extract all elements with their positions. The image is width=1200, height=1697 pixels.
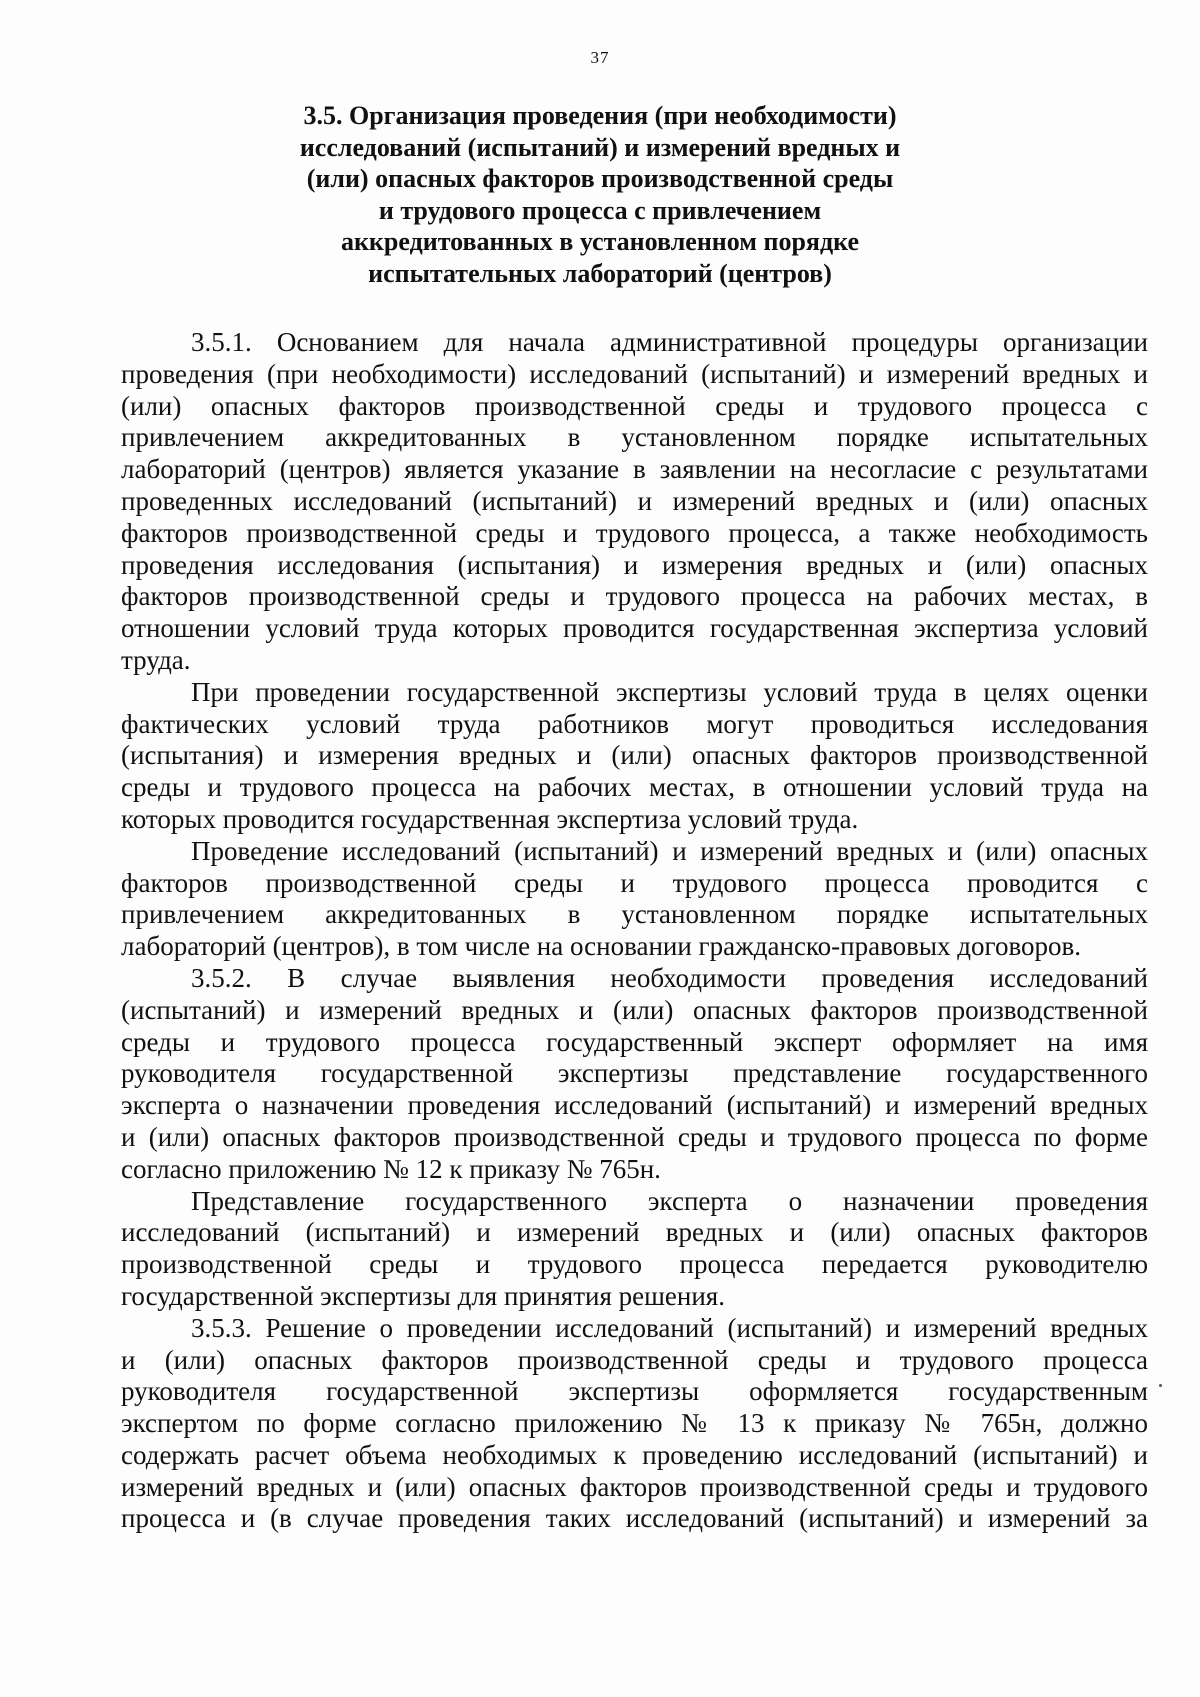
text-line: 3.5.3. Решение о проведении исследований (испытаний) и измерений вредных: [191, 1312, 1148, 1343]
text-line: государственной экспертизы для принятия решения.: [121, 1280, 725, 1311]
text-line: При проведении государственной экспертизы условий труда в целях оценки: [191, 676, 1148, 707]
text-line: факторов производственной среды и трудового процесса, а также необходимость: [121, 517, 1148, 548]
text-line: лабораторий (центров), в том числе на основании гражданско-правовых договоров.: [121, 931, 1082, 962]
text-line: и (или) опасных факторов производственной среды и трудового процесса по форме: [121, 1121, 1148, 1152]
heading-line: исследований (испытаний) и измерений вредных и: [299, 132, 901, 162]
text-line: (испытания) и измерения вредных и (или) опасных факторов производственной: [121, 740, 1148, 771]
heading-line: аккредитованных в установленном порядке: [340, 227, 860, 256]
text-line: исследований (испытаний) и измерений вредных и (или) опасных факторов: [121, 1217, 1148, 1248]
heading-line: и трудового процесса с привлечением: [378, 195, 822, 225]
text-line: 3.5.1. Основанием для начала административной процедуры организации: [191, 327, 1148, 357]
text-line: процесса и (в случае проведения таких исследований (испытаний) и измерений за: [121, 1503, 1148, 1534]
text-line: привлечением аккредитованных в установленном порядке испытательных: [121, 422, 1148, 453]
text-line: Представление государственного эксперта о назначении проведения: [191, 1185, 1148, 1216]
heading-line: 3.5. Организация проведения (при необходимости): [303, 101, 897, 130]
text-line: (испытаний) и измерений вредных и (или) опасных факторов производственной: [121, 994, 1148, 1025]
text-line: экспертом по форме согласно приложению № 13 к приказу № 765н, должно: [121, 1408, 1148, 1439]
text-line: отношении условий труда которых проводится государственная экспертиза условий: [121, 613, 1148, 644]
text-line: производственной среды и трудового процесса передается руководителю: [121, 1249, 1148, 1280]
text-line: проведения исследования (испытания) и измерения вредных и (или) опасных: [121, 549, 1148, 580]
text-line: привлечением аккредитованных в установленном порядке испытательных: [121, 899, 1148, 930]
paragraph-3-5-3: [121, 1313, 1148, 1536]
page-number: 37: [590, 48, 610, 67]
heading-line: (или) опасных факторов производственной среды: [306, 164, 894, 193]
text-line: проведения (при необходимости) исследований (испытаний) и измерений вредных и: [121, 358, 1148, 389]
paragraph-3-5-2: [121, 963, 1148, 1186]
scan-artifact: [1159, 1384, 1162, 1387]
text-line: эксперта о назначении проведения исследований (испытаний) и измерений вредных: [121, 1090, 1148, 1121]
paragraph-3-5-1: [121, 327, 1148, 677]
text-line: среды и трудового процесса государственный эксперт оформляет на имя: [121, 1026, 1148, 1057]
text-line: измерений вредных и (или) опасных факторов производственной среды и трудового: [121, 1471, 1148, 1502]
text-line: Проведение исследований (испытаний) и измерений вредных и (или) опасных: [191, 835, 1148, 866]
heading-line: испытательных лабораторий (центров): [368, 258, 832, 288]
text-line: и (или) опасных факторов производственной среды и трудового процесса: [121, 1344, 1148, 1375]
paragraph-submission: [121, 1186, 1148, 1313]
text-line: которых проводится государственная экспертиза условий труда.: [121, 803, 859, 834]
text-line: фактических условий труда работников могут проводиться исследования: [121, 708, 1148, 739]
text-line: руководителя государственной экспертизы представление государственного: [121, 1058, 1148, 1089]
text-line: согласно приложению № 12 к приказу № 765н.: [121, 1153, 661, 1184]
text-line: лабораторий (центров) является указание в заявлении на несогласие с результатами: [121, 454, 1148, 485]
section-heading: [250, 100, 950, 289]
paragraph-laboratories: [121, 836, 1148, 963]
text-line: факторов производственной среды и трудового процесса на рабочих местах, в: [121, 581, 1148, 612]
text-line: содержать расчет объема необходимых к проведению исследований (испытаний) и: [121, 1439, 1148, 1470]
text-line: проведенных исследований (испытаний) и измерений вредных и (или) опасных: [121, 485, 1148, 516]
paragraph-expertise: [121, 677, 1148, 836]
text-line: (или) опасных факторов производственной среды и трудового процесса с: [121, 390, 1148, 421]
text-line: руководителя государственной экспертизы оформляется государственным: [121, 1376, 1148, 1407]
text-line: труда.: [121, 644, 191, 675]
text-line: среды и трудового процесса на рабочих местах, в отношении условий труда на: [121, 772, 1148, 803]
document-body: [121, 327, 1148, 1535]
text-line: факторов производственной среды и трудового процесса проводится с: [121, 867, 1148, 898]
text-line: 3.5.2. В случае выявления необходимости проведения исследований: [191, 962, 1148, 993]
